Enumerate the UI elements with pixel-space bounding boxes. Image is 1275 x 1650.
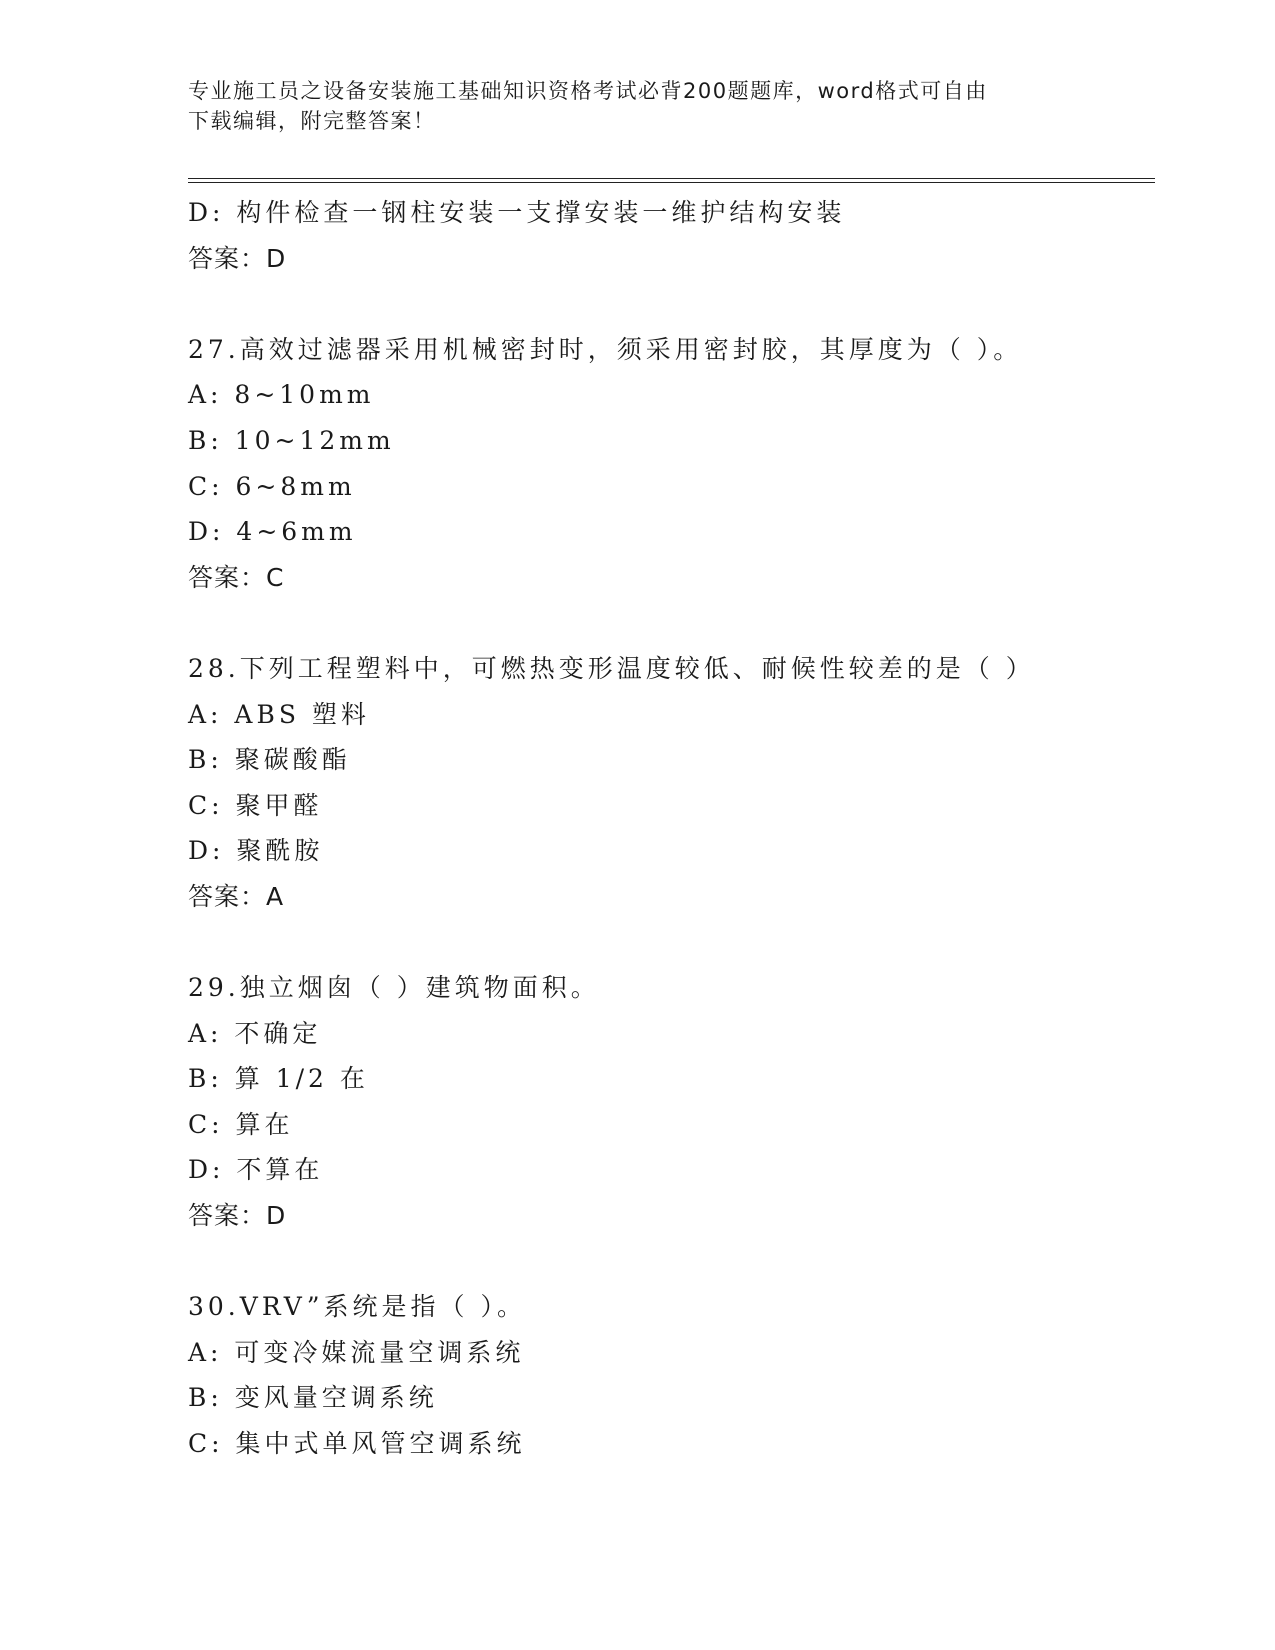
answer-line: 答案：C (188, 562, 285, 592)
option-d: D: 不算在 (188, 1155, 324, 1185)
option-b: B: 算 1/2 在 (188, 1064, 369, 1094)
header-line-1: 专业施工员之设备安装施工基础知识资格考试必背200题题库，word格式可自由 (188, 79, 988, 103)
spacer (188, 920, 1148, 966)
option-c: C: 集中式单风管空调系统 (188, 1429, 526, 1459)
option-c: C: 聚甲醛 (188, 790, 323, 820)
header-line-2: 下载编辑，附完整答案！ (188, 109, 436, 133)
answer-line: 答案：A (188, 881, 285, 911)
question-list (188, 190, 1148, 1467)
option-d: D: 4~6mm (188, 517, 357, 547)
option-b: B: 10~12mm (188, 425, 395, 455)
header-divider-bottom (188, 182, 1155, 183)
document-header (188, 76, 1088, 136)
spacer (188, 1239, 1148, 1285)
spacer (188, 600, 1148, 646)
answer-line: 答案：D (188, 1201, 287, 1231)
previous-question-tail (188, 190, 1148, 281)
option-b: B: 变风量空调系统 (188, 1383, 438, 1413)
option-c: C: 6~8mm (188, 471, 356, 501)
question-29 (188, 965, 1148, 1239)
option-d: D: 构件检查一钢柱安装一支撑安装一维护结构安装 (188, 198, 846, 227)
option-b: B: 聚碳酸酯 (188, 745, 351, 775)
option-d: D: 聚酰胺 (188, 836, 324, 866)
question-stem: 29.独立烟囱（ ）建筑物面积。 (188, 973, 600, 1003)
option-a: A: ABS 塑料 (188, 699, 370, 729)
question-30 (188, 1284, 1148, 1466)
option-c: C: 算在 (188, 1109, 294, 1139)
question-stem: 27.高效过滤器采用机械密封时，须采用密封胶，其厚度为（ ）。 (188, 334, 1023, 364)
option-a: A: 不确定 (188, 1018, 322, 1048)
question-stem: 28.下列工程塑料中，可燃热变形温度较低、耐候性较差的是（ ） (188, 653, 1035, 683)
question-28 (188, 646, 1148, 920)
question-stem: 30.VRV”系统是指（ ）。 (188, 1292, 526, 1322)
question-27 (188, 327, 1148, 601)
spacer (188, 281, 1148, 327)
header-divider-top (188, 178, 1155, 179)
answer-line: 答案：D (188, 243, 287, 273)
option-a: A: 可变冷媒流量空调系统 (188, 1337, 525, 1367)
option-a: A: 8~10mm (188, 380, 375, 410)
